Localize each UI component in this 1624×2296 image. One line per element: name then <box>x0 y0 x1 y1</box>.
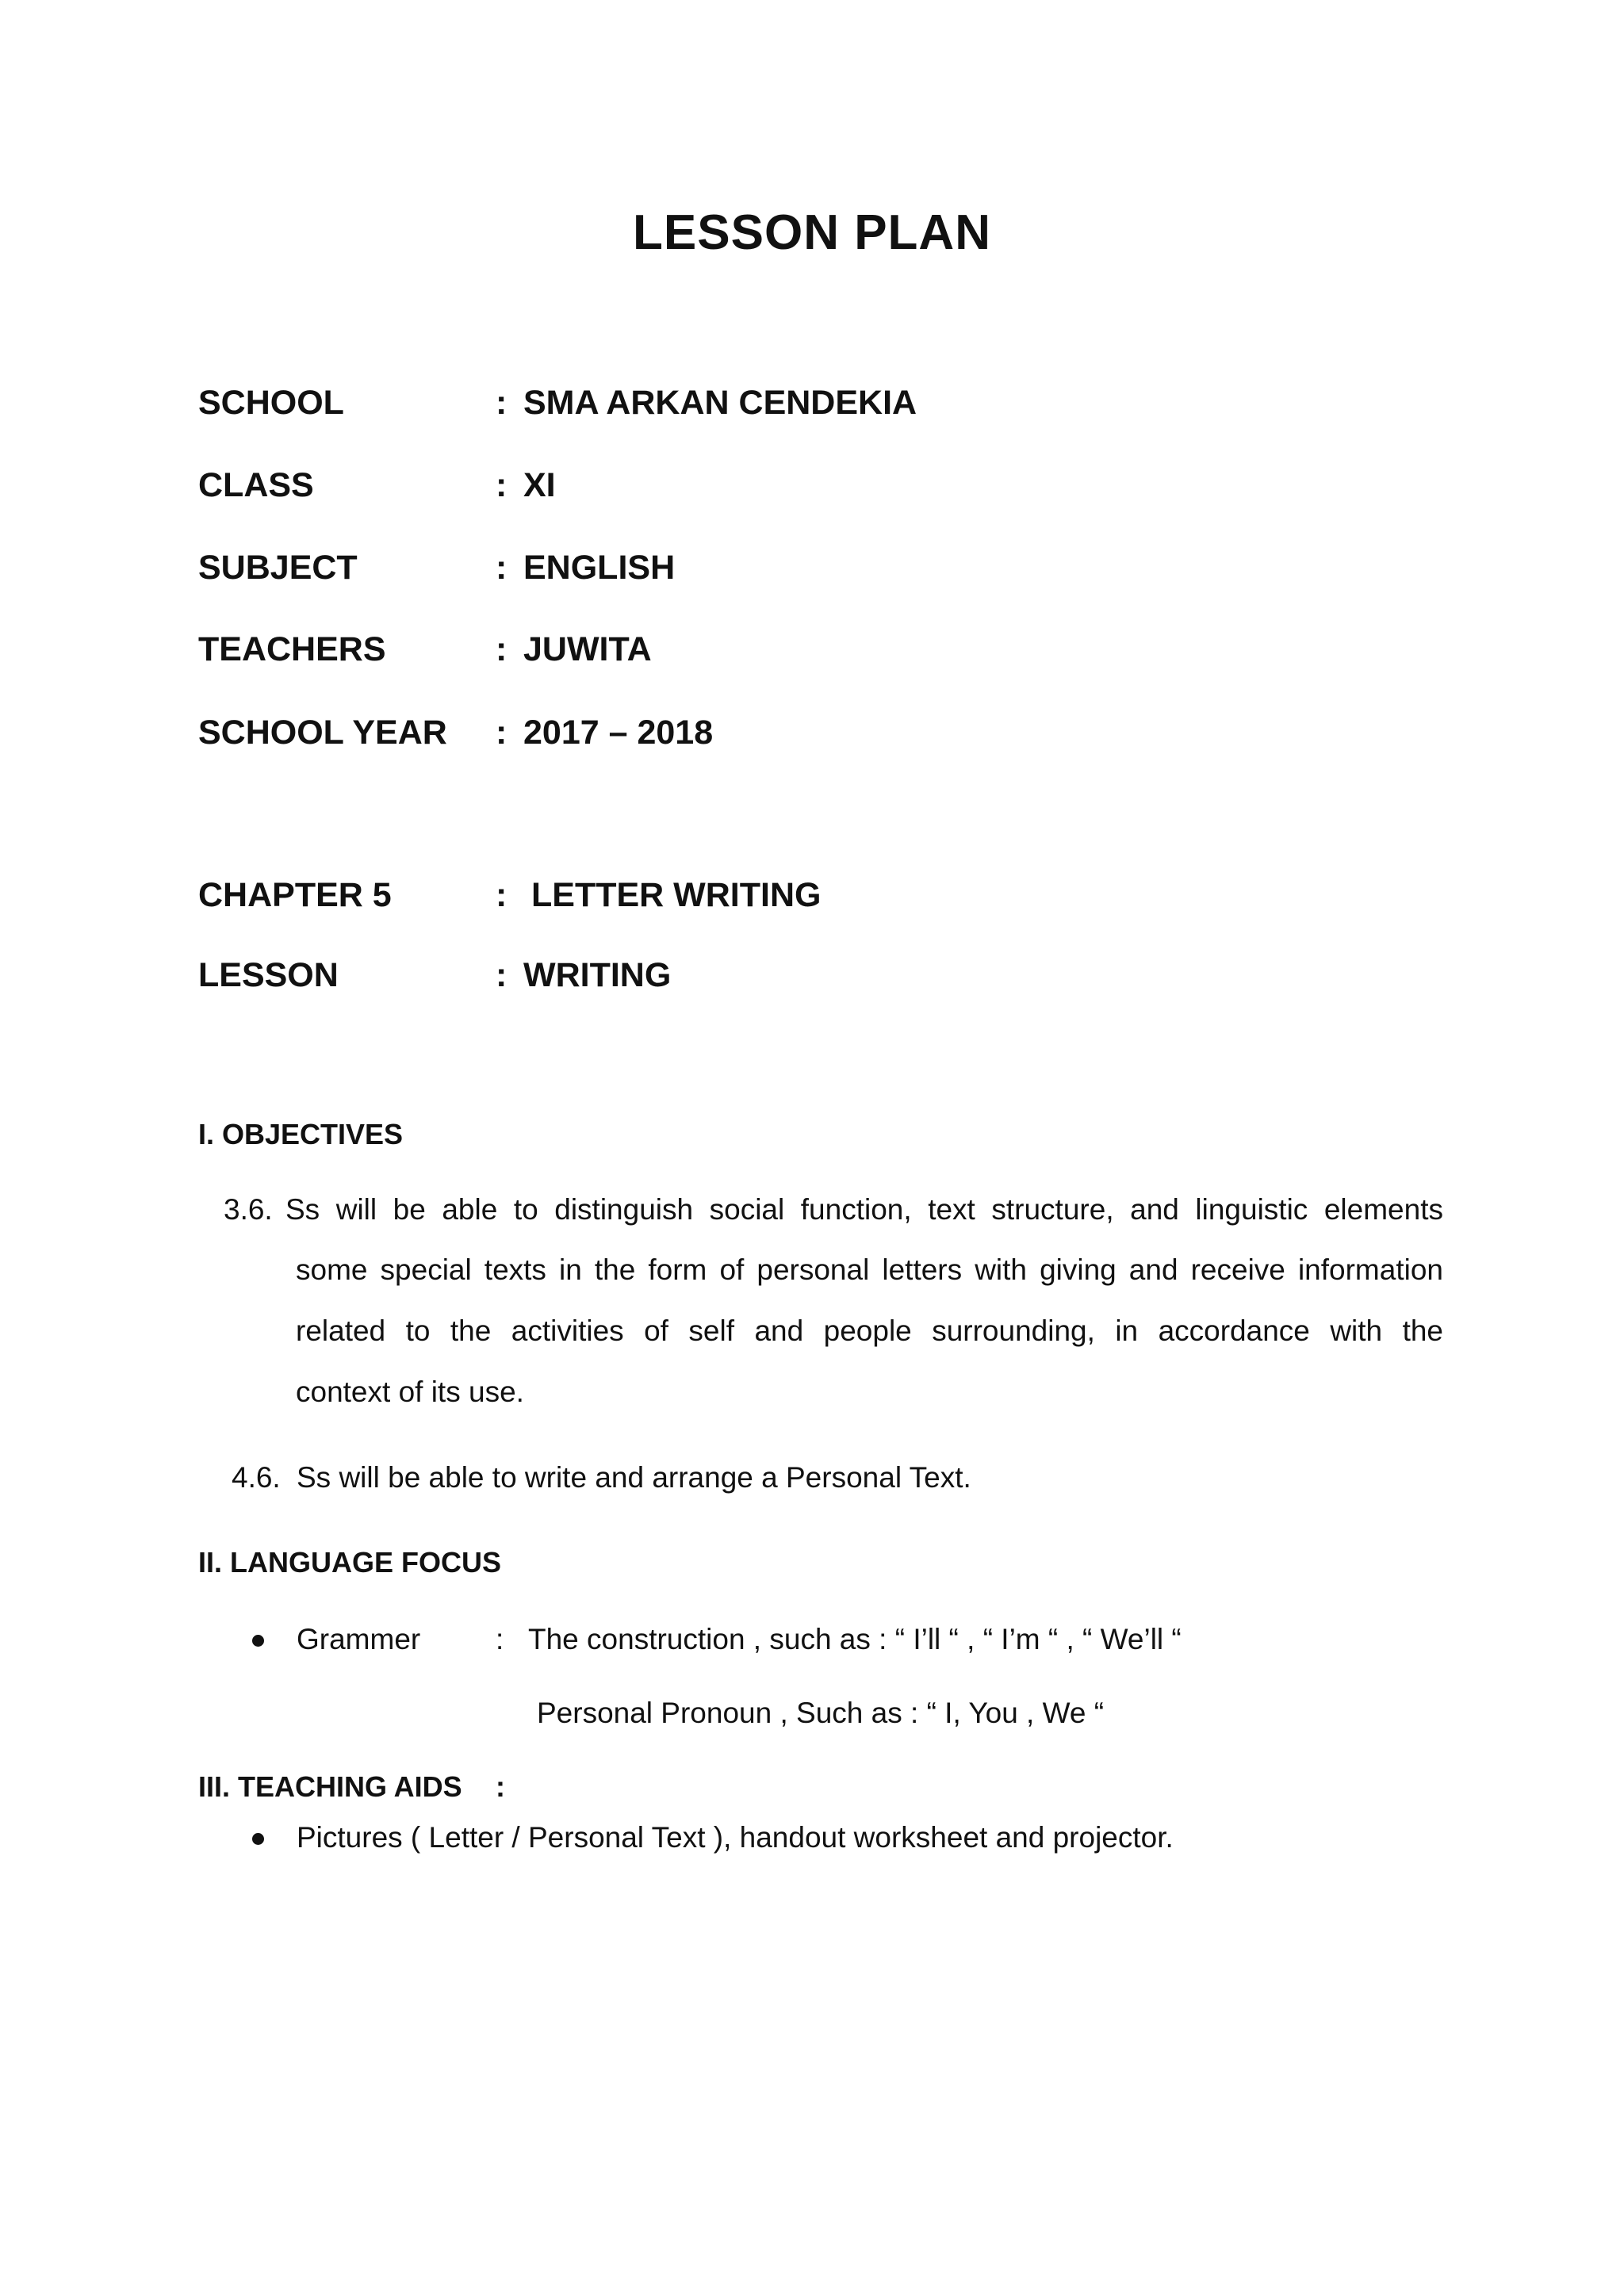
objective-number: 4.6. <box>232 1461 281 1494</box>
info-label: CHAPTER 5 <box>198 876 392 914</box>
info-value: SMA ARKAN CENDEKIA <box>523 384 917 422</box>
grammar-construction-line: The construction , such as : “ I’ll “ , “ I’m “ , “ We’ll “ <box>528 1623 1182 1655</box>
info-colon: : <box>496 714 508 752</box>
grammar-pronoun-line: Personal Pronoun , Such as : “ I, You , We “ <box>537 1697 1105 1729</box>
info-label: TEACHERS <box>198 630 386 668</box>
teaching-aids-item: Pictures ( Letter / Personal Text ), handout worksheet and projector. <box>297 1821 1174 1854</box>
info-value: XI <box>523 466 556 504</box>
objective-3-6-text <box>296 1239 1443 1422</box>
info-label: CLASS <box>198 466 314 504</box>
info-value: LETTER WRITING <box>531 876 822 914</box>
info-value: JUWITA <box>523 630 652 668</box>
teaching-aids-colon: : <box>496 1770 505 1803</box>
objective-line: context of its use. <box>296 1376 524 1408</box>
info-label: SCHOOL YEAR <box>198 714 447 752</box>
objective-4-6-text: Ss will be able to write and arrange a Personal Text. <box>297 1461 971 1494</box>
grammar-colon: : <box>496 1623 504 1655</box>
objective-line: related to the activities of self and people surrounding, in accordance with the <box>296 1314 1443 1347</box>
info-label: SCHOOL <box>198 384 344 422</box>
bullet-icon <box>252 1635 264 1647</box>
info-colon: : <box>496 466 508 504</box>
info-colon: : <box>496 876 508 914</box>
objective-3-6-first-line <box>285 1179 1443 1240</box>
grammar-label: Grammer <box>297 1623 421 1655</box>
info-colon: : <box>496 384 508 422</box>
info-label: SUBJECT <box>198 549 358 587</box>
info-colon: : <box>496 549 508 587</box>
objective-number: 3.6. <box>224 1193 273 1226</box>
teaching-aids-heading <box>198 1770 753 1810</box>
info-value: WRITING <box>523 956 672 994</box>
info-colon: : <box>496 630 508 668</box>
language-focus-heading: II. LANGUAGE FOCUS <box>198 1546 502 1578</box>
page-title: LESSON PLAN <box>633 205 991 260</box>
objectives-heading: I. OBJECTIVES <box>198 1118 404 1150</box>
info-label: LESSON <box>198 956 339 994</box>
info-value: ENGLISH <box>523 549 676 587</box>
bullet-icon <box>252 1833 264 1845</box>
objective-line: Ss will be able to distinguish social function, text structure, and linguistic elements <box>285 1193 1443 1226</box>
info-colon: : <box>496 956 508 994</box>
info-value: 2017 – 2018 <box>523 714 714 752</box>
objective-line: some special texts in the form of personal letters with giving and receive information <box>296 1253 1443 1286</box>
teaching-aids-title: III. TEACHING AIDS <box>198 1770 462 1803</box>
